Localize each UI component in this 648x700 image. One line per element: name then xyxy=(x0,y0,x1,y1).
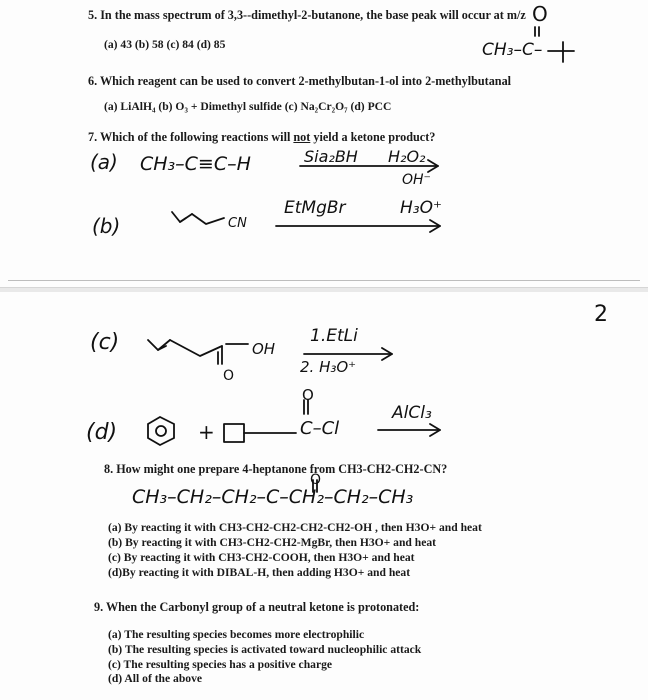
q7c-reagent-2: 2. H₃O⁺ xyxy=(300,358,357,376)
q7b-nitrile: CN xyxy=(228,216,247,231)
q7b-reagent-2: H₃O⁺ xyxy=(400,198,442,218)
q7a-reagent-1: Sia₂BH xyxy=(304,147,358,166)
q5-note-structure: CH₃–C– xyxy=(482,40,543,60)
q7a-reagent-2: H₂O₂ xyxy=(388,147,426,166)
q7a-reagent-3: OH⁻ xyxy=(402,172,431,188)
q7d-acyl: C–Cl xyxy=(300,418,340,439)
q6-text: 6. Which reagent can be used to convert 2-methylbutan-1-ol into 2-methylbutanal xyxy=(88,74,512,88)
q7d-reagent: AlCl₃ xyxy=(392,403,432,423)
q5-options: (a) 43 (b) 58 (c) 84 (d) 85 xyxy=(104,38,226,51)
q9-option-a: (a) The resulting species becomes more electrophilic xyxy=(108,628,365,641)
q9-option-d: (d) All of the above xyxy=(108,672,203,685)
q7d-oxygen: O xyxy=(302,386,314,404)
q5-text: 5. In the mass spectrum of 3,3--dimethyl-2-butanone, the base peak will occur at m/z xyxy=(88,8,526,22)
q7c-label: (c) xyxy=(90,330,120,355)
q7a-label: (a) xyxy=(90,150,118,174)
q7d-plus: + xyxy=(198,420,215,444)
q7d-arrow xyxy=(378,424,440,436)
q9-option-c: (c) The resulting species has a positive charge xyxy=(108,658,333,671)
q7c-arrow xyxy=(304,348,392,360)
q8-option-d: (d)By reacting it with DIBAL-H, then adding H3O+ and heat xyxy=(108,566,411,579)
page-mark: 2 xyxy=(594,302,608,327)
q7-text-post: yield a ketone product? xyxy=(310,130,436,144)
q8-structure: CH₃–CH₂–CH₂–C–CH₂–CH₂–CH₃ xyxy=(132,486,414,508)
q8-structure-bonds xyxy=(313,480,317,492)
q9-text: 9. When the Carbonyl group of a neutral ketone is protonated: xyxy=(94,600,420,614)
q8-structure-oxygen: O xyxy=(310,472,322,488)
q7a-reactant: CH₃–C≡C–H xyxy=(140,153,251,175)
q7b-label: (b) xyxy=(92,214,121,238)
q7a-arrow xyxy=(300,160,438,172)
q5-note-oxygen: O xyxy=(532,2,548,26)
q8-option-c: (c) By reacting it with CH3-CH2-COOH, then H3O+ and heat xyxy=(108,551,415,564)
q7-text-emphasis: not xyxy=(293,130,311,144)
q7d-benzene xyxy=(148,417,174,445)
q8-text: 8. How might one prepare 4-heptanone from CH3-CH2-CH2-CN? xyxy=(104,462,448,476)
q8-option-a: (a) By reacting it with CH3-CH2-CH2-CH2-CH2-OH , then H3O+ and heat xyxy=(108,521,482,534)
q9-option-b: (b) The resulting species is activated toward nucleophilic attack xyxy=(108,643,422,656)
q7d-cyclobutyl xyxy=(224,400,308,442)
q7c-reagent-1: 1.EtLi xyxy=(310,326,358,346)
q7c-oxygen: O xyxy=(223,368,235,384)
q6-options: (a) LiAlH₄ (b) O₃ + Dimethyl sulfide (c) Na₂Cr₂O₇ (d) PCC xyxy=(104,100,392,113)
q7c-skeleton xyxy=(148,340,248,364)
q7c-hydroxyl: OH xyxy=(252,340,276,358)
q7b-arrow xyxy=(276,220,440,232)
q7b-skeleton xyxy=(172,212,224,224)
q7b-reagent-1: EtMgBr xyxy=(284,198,346,218)
q8-option-b: (b) By reacting it with CH3-CH2-CH2-MgBr, then H3O+ and heat xyxy=(108,536,437,549)
q5-note-bonds xyxy=(535,27,574,62)
q7d-label: (d) xyxy=(86,420,118,445)
q7-text-pre: 7. Which of the following reactions will xyxy=(88,130,294,144)
